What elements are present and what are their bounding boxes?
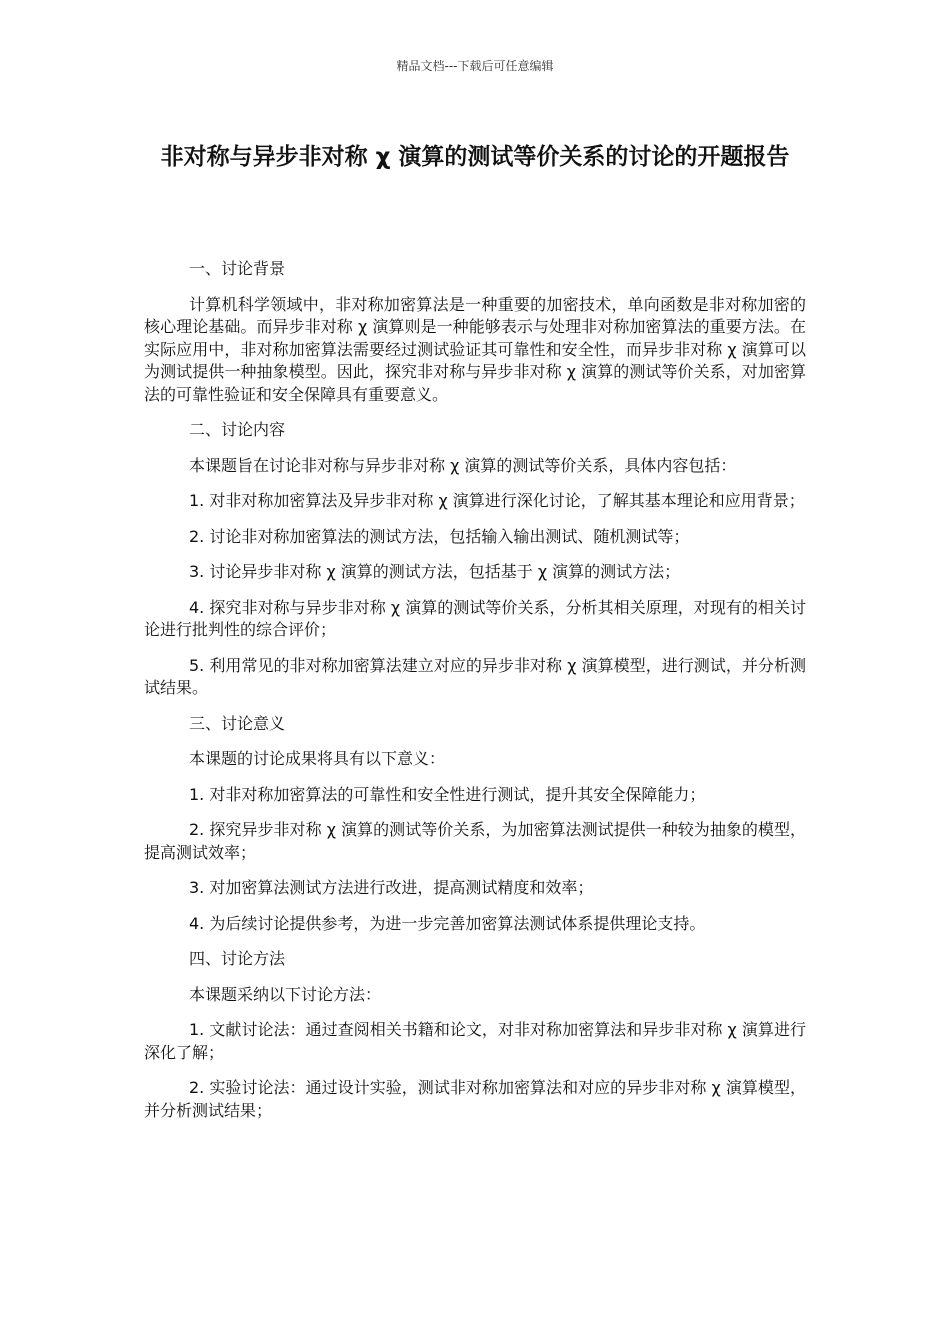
paragraph-method-intro: 本课题采纳以下讨论方法： [189,984,382,1004]
document-title: 非对称与异步非对称 χ 演算的测试等价关系的讨论的开题报告 [160,144,790,170]
document-body [144,258,806,1135]
list-item-method-2: 2. 实验讨论法：通过设计实验，测试非对称加密算法和对应的异步非对称 χ 演算模型，并分析测试结果； [144,1078,806,1120]
list-item-method-1: 1. 文献讨论法：通过查阅相关书籍和论文，对非对称加密算法和异步非对称 χ 演算进行深化了解； [144,1020,806,1062]
list-item-meaning-3: 3. 对加密算法测试方法进行改进，提高测试精度和效率； [189,878,594,897]
list-item-meaning-4: 4. 为后续讨论提供参考，为进一步完善加密算法测试体系提供理论支持。 [189,913,706,933]
section-heading-content: 二、讨论内容 [189,420,286,439]
list-item-meaning-2: 2. 探究异步非对称 χ 演算的测试等价关系，为加密算法测试提供一种较为抽象的模型，提高测试效率； [144,820,806,862]
list-item-content-3: 3. 讨论异步非对称 χ 演算的测试方法，包括基于 χ 演算的测试方法； [189,562,681,581]
section-heading-method: 四、讨论方法 [189,949,286,968]
header-note: 精品文档---下载后可任意编辑 [396,59,554,73]
paragraph-meaning-intro: 本课题的讨论成果将具有以下意义： [189,749,446,768]
list-item-content-1: 1. 对非对称加密算法及异步非对称 χ 演算进行深化讨论，了解其基本理论和应用背景； [189,491,805,510]
list-item-meaning-1: 1. 对非对称加密算法的可靠性和安全性进行测试，提升其安全保障能力； [189,784,706,804]
paragraph-content-intro: 本课题旨在讨论非对称与异步非对称 χ 演算的测试等价关系，具体内容包括： [189,455,737,475]
list-item-content-2: 2. 讨论非对称加密算法的测试方法，包括输入输出测试、随机测试等； [189,526,690,546]
section-heading-background: 一、讨论背景 [189,259,286,278]
paragraph-background: 计算机科学领域中，非对称加密算法是一种重要的加密技术，单向函数是非对称加密的核心理论基础。而异步非对称 χ 演算则是一种能够表示与处理非对称加密算法的重要方法。在实际应用中，非对称加密算法需要经过测试验证其可靠性和安全性，而异步非对称 χ 演算可以为测试提供一种抽象模型。因此，探究非对称与异步非对称 χ 演算的测试等价关系，对加密算法的可靠性验证和安全保障具有重要意义。 [144,294,806,404]
section-heading-meaning: 三、讨论意义 [189,713,286,733]
list-item-content-4: 4. 探究非对称与异步非对称 χ 演算的测试等价关系，分析其相关原理，对现有的相关讨论进行批判性的综合评价； [144,597,806,639]
list-item-content-5: 5. 利用常见的非对称加密算法建立对应的异步非对称 χ 演算模型，进行测试，并分析测试结果。 [144,655,806,697]
